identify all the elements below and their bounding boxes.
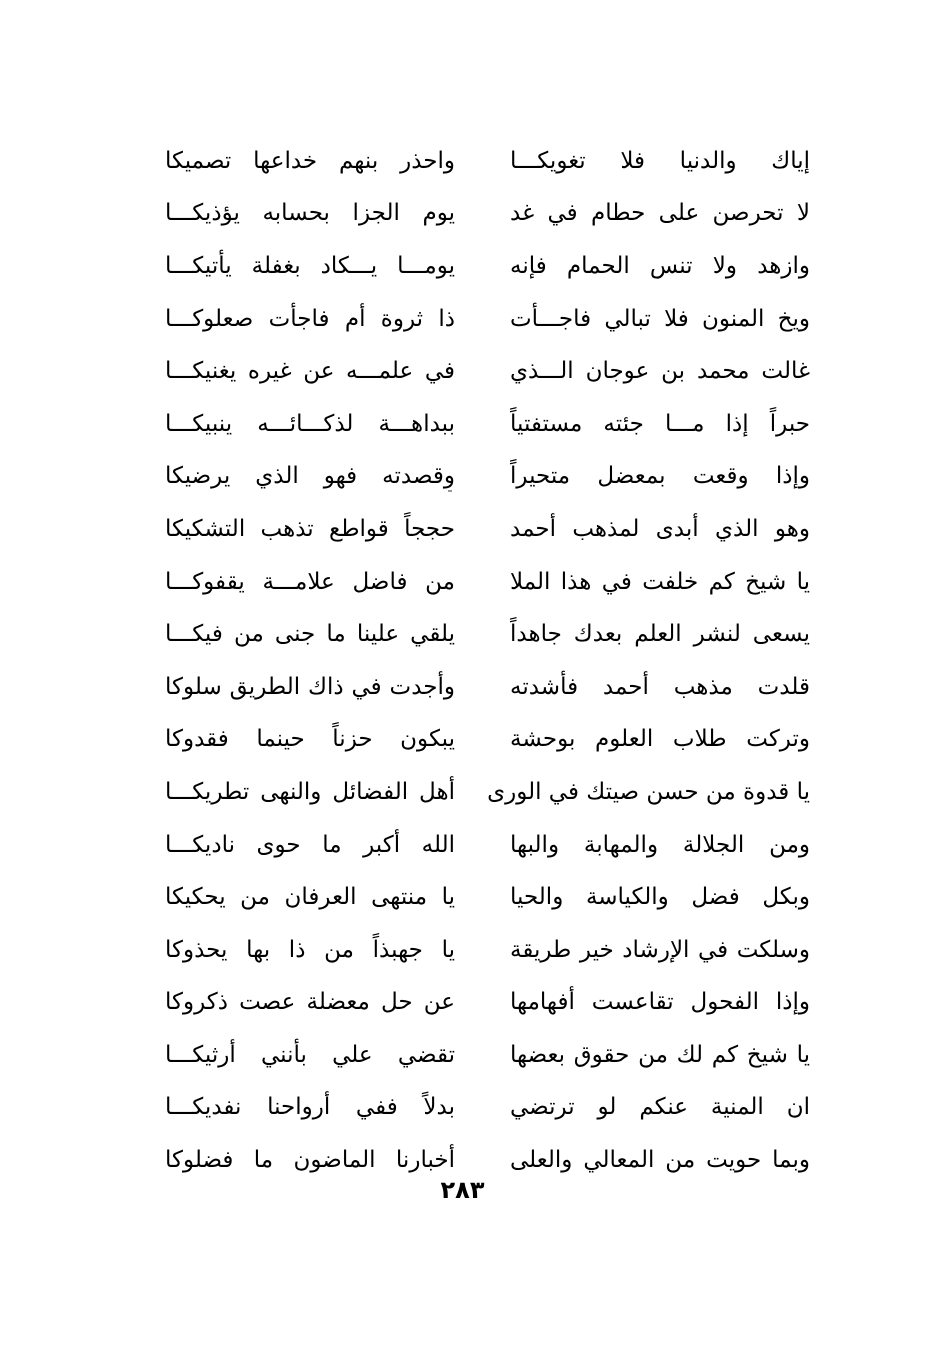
second-hemistich: يوم الجزا بحسابه يؤذيكـــا: [165, 200, 455, 227]
scan-speck: [448, 490, 452, 492]
second-hemistich: الله أكبر ما حوى ناديكـــا: [165, 831, 455, 858]
first-hemistich: غالت محمد بن عوجان الـــذي: [510, 358, 810, 385]
first-hemistich: قلدت مذهب أحمد فأشدته: [510, 673, 810, 700]
verse-line: [120, 924, 810, 977]
verse-line: [120, 608, 810, 661]
second-hemistich: ذا ثروة أم فاجأت صعلوكـــا: [165, 305, 455, 332]
second-hemistich: في علمـــه عن غيره يغنيكـــا: [165, 358, 455, 385]
second-hemistich: يلقي علينا ما جنى من فيكـــا: [165, 621, 455, 648]
verse-line: [120, 240, 810, 293]
verse-line: [120, 819, 810, 872]
first-hemistich: يسعى لنشر العلم بعدك جاهداً: [510, 621, 810, 648]
first-hemistich: وبكل فضل والكياسة والحيا: [510, 884, 810, 911]
verse-line: [120, 1029, 810, 1082]
second-hemistich: يومـــا يـــكاد بغفلة يأتيكـــا: [165, 252, 455, 279]
first-hemistich: وتركت طلاب العلوم بوحشة: [510, 726, 810, 753]
second-hemistich: حججاً قواطع تذهب التشكيكا: [165, 515, 455, 542]
second-hemistich: من فاضل علامـــة يقفوكـــا: [165, 568, 455, 595]
verse-line: [120, 293, 810, 346]
first-hemistich: ومن الجلالة والمهابة والبها: [510, 831, 810, 858]
second-hemistich: وأجدت في ذاك الطريق سلوكا: [165, 673, 455, 700]
verse-line: [120, 661, 810, 714]
first-hemistich: إياك والدنيا فلا تغويكـــا: [510, 147, 810, 174]
page-number: ٢٨٣: [440, 1176, 485, 1204]
first-hemistich: وإذا الفحول تقاعست أفهامها: [510, 989, 810, 1016]
verse-line: [120, 1082, 810, 1135]
second-hemistich: يبكون حزناً حينما فقدوكا: [165, 726, 455, 753]
second-hemistich: يا منتهى العرفان من يحكيكا: [165, 884, 455, 911]
second-hemistich: ببداهـــة لذكـــائـــه ينبيكـــا: [165, 410, 455, 437]
first-hemistich: وسلكت في الإرشاد خير طريقة: [510, 936, 810, 963]
verse-line: [120, 398, 810, 451]
first-hemistich: ان المنية عنكم لو ترتضي: [510, 1094, 810, 1121]
second-hemistich: وقصدته فهو الذي يرضيكا: [165, 463, 455, 490]
first-hemistich: وهو الذي أبدى لمذهب أحمد: [510, 515, 810, 542]
verse-line: [120, 503, 810, 556]
verse-line: [120, 556, 810, 609]
second-hemistich: تقضي علي بأنني أرثيكـــا: [165, 1041, 455, 1068]
verse-line: [120, 451, 810, 504]
verse-line: [120, 135, 810, 188]
first-hemistich: ويخ المنون فلا تبالي فاجـــأت: [510, 305, 810, 332]
second-hemistich: واحذر بنهم خداعها تصميكا: [165, 147, 455, 174]
verse-line: [120, 871, 810, 924]
verse-line: [120, 188, 810, 241]
first-hemistich: حبراً إذا مـــا جئته مستفتياً: [510, 410, 810, 437]
first-hemistich: يا شيخ كم لك من حقوق بعضها: [510, 1041, 810, 1068]
verse-line: [120, 345, 810, 398]
first-hemistich: يا قدوة من حسن صيتك في الورى: [487, 778, 810, 805]
first-hemistich: وبما حويت من المعالي والعلى: [510, 1147, 810, 1174]
verse-line: [120, 977, 810, 1030]
second-hemistich: عن حل معضلة عصت ذكروكا: [165, 989, 455, 1016]
second-hemistich: يا جهبذاً من ذا بها يحذوكا: [165, 936, 455, 963]
second-hemistich: بدلاً ففي أرواحنا نفديكـــا: [165, 1094, 455, 1121]
verse-line: [120, 766, 810, 819]
first-hemistich: لا تحرصن على حطام في غد: [510, 200, 810, 227]
first-hemistich: يا شيخ كم خلفت في هذا الملا: [510, 568, 810, 595]
first-hemistich: وازهد ولا تنس الحمام فإنه: [510, 252, 810, 279]
second-hemistich: أهل الفضائل والنهى تطريكـــا: [165, 778, 455, 805]
verse-line: [120, 714, 810, 767]
second-hemistich: أخبارنا الماضون ما فضلوكا: [165, 1147, 455, 1174]
first-hemistich: وإذا وقعت بمعضل متحيراً: [510, 463, 810, 490]
poem-body: [120, 135, 810, 1187]
